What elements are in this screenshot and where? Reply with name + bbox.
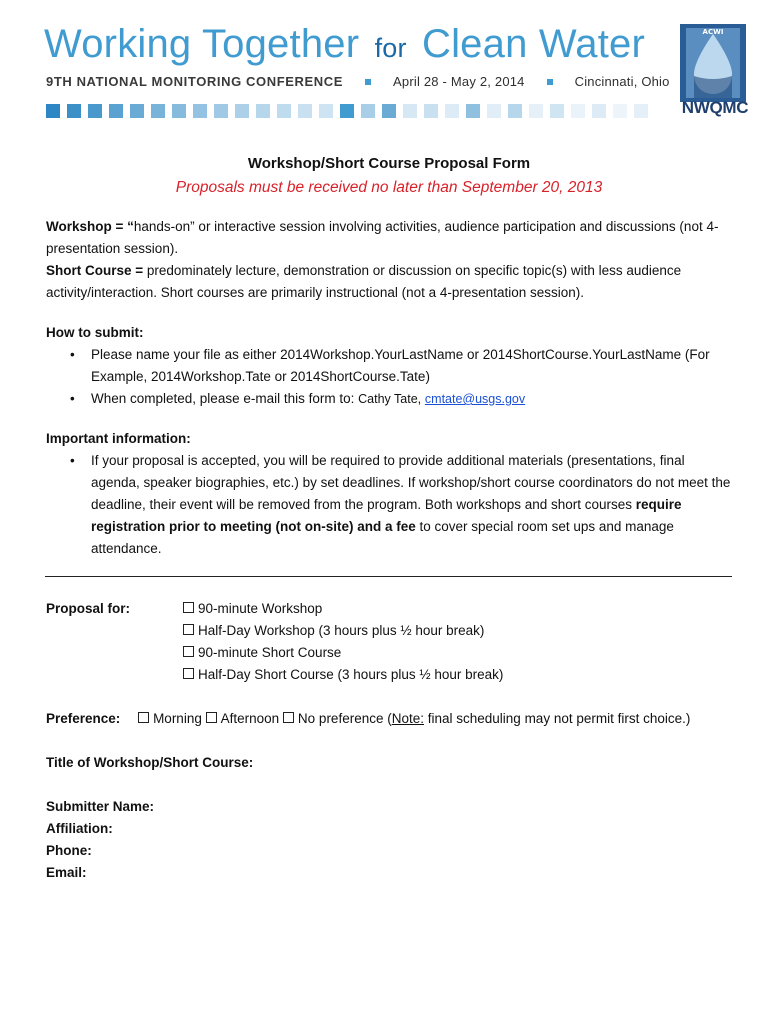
conference-banner [0, 0, 770, 130]
separator-square-icon [547, 79, 553, 85]
square-icon [214, 104, 228, 118]
workshop-term: Workshop = “ [46, 219, 134, 234]
proposal-row [46, 642, 736, 664]
short-course-term: Short Course = [46, 263, 144, 278]
note-text: final scheduling may not permit first choice.) [424, 711, 691, 726]
proposal-row [46, 598, 736, 620]
square-icon [340, 104, 354, 118]
short-course-def: predominately lecture, demonstration or discussion on specific topic(s) with less audience activity/interaction. Short courses are primarily instructional (not a 4-presentation session). [46, 263, 682, 300]
square-icon [235, 104, 249, 118]
banner-title-for: for [374, 33, 407, 63]
square-icon [46, 104, 60, 118]
option-no-preference[interactable]: No preference ( [283, 711, 392, 726]
square-icon [88, 104, 102, 118]
list-item: • If your proposal is accepted, you will be required to provide additional materials (presentations, final agenda, speaker biographies, etc.) by set deadlines. If workshop/short course coordinators do not meet the deadline, their event will be removed from the program. Both workshops and short courses require registration prior to meeting (not on-site) and a fee to cover special room set ups and manage attendance. [46, 450, 732, 560]
option-morning[interactable]: Morning [138, 711, 202, 726]
square-icon [256, 104, 270, 118]
square-icon [319, 104, 333, 118]
square-icon [466, 104, 480, 118]
preference-label: Preference: [46, 711, 121, 726]
separator-square-icon [365, 79, 371, 85]
list-item: • When completed, please e-mail this form to: Cathy Tate, cmtate@usgs.gov [46, 388, 732, 410]
conference-dates: April 28 - May 2, 2014 [393, 74, 525, 89]
square-icon [109, 104, 123, 118]
contact-email-link[interactable]: cmtate@usgs.gov [424, 392, 526, 406]
square-icon [592, 104, 606, 118]
how-to-submit-heading: How to submit: [46, 325, 144, 340]
checkbox-icon[interactable] [183, 668, 194, 679]
option-afternoon[interactable]: Afternoon [206, 711, 280, 726]
banner-title [44, 20, 645, 72]
svg-text:ACWI: ACWI [702, 28, 724, 36]
affiliation-label: Affiliation: [46, 821, 113, 836]
checkbox-icon[interactable] [183, 624, 194, 635]
submitter-name-label: Submitter Name: [46, 799, 155, 814]
square-icon [508, 104, 522, 118]
conference-name: 9TH NATIONAL MONITORING CONFERENCE [46, 74, 344, 89]
option-90-minute-workshop[interactable]: 90-minute Workshop [183, 598, 322, 620]
square-icon [613, 104, 627, 118]
checkbox-icon[interactable] [183, 602, 194, 613]
square-icon [529, 104, 543, 118]
title-field-label: Title of Workshop/Short Course: [46, 755, 254, 770]
contact-name: Cathy Tate, [358, 392, 422, 406]
bullet-icon: • [70, 453, 75, 468]
form-fields [46, 598, 736, 880]
banner-title-part2: Clean Water [422, 22, 646, 66]
checkbox-icon[interactable] [206, 712, 217, 723]
square-icon [424, 104, 438, 118]
proposal-row [46, 664, 736, 686]
important-list [46, 450, 732, 560]
banner-title-part1: Working Together [44, 22, 360, 66]
proposal-row [46, 620, 736, 642]
phone-label: Phone: [46, 843, 92, 858]
divider [45, 576, 732, 577]
workshop-definition [46, 216, 732, 260]
bullet-icon: • [70, 391, 75, 406]
deadline-notice: Proposals must be received no later than September 20, 2013 [175, 179, 603, 196]
proposal-label: Proposal for: [46, 601, 131, 616]
square-icon [634, 104, 648, 118]
email-label: Email: [46, 865, 87, 880]
square-icon [277, 104, 291, 118]
submit-list [46, 344, 732, 410]
square-icon [487, 104, 501, 118]
square-icon [151, 104, 165, 118]
preference-row [46, 708, 690, 730]
checkbox-icon[interactable] [283, 712, 294, 723]
square-icon [550, 104, 564, 118]
square-icon [445, 104, 459, 118]
square-icon [130, 104, 144, 118]
option-90-minute-short-course[interactable]: 90-minute Short Course [183, 642, 341, 664]
square-icon [298, 104, 312, 118]
square-icon [172, 104, 186, 118]
option-half-day-workshop[interactable]: Half-Day Workshop (3 hours plus ½ hour break) [183, 620, 484, 642]
short-course-definition [46, 260, 732, 304]
important-info-heading: Important information: [46, 431, 191, 446]
note-label: Note: [391, 711, 424, 726]
square-icon [571, 104, 585, 118]
square-icon [193, 104, 207, 118]
option-half-day-short-course[interactable]: Half-Day Short Course (3 hours plus ½ hour break) [183, 664, 503, 686]
form-content [46, 152, 732, 560]
list-item: • Please name your file as either 2014Workshop.YourLastName or 2014ShortCourse.YourLastName (For Example, 2014Workshop.Tate or 2014ShortCourse.Tate) [46, 344, 732, 388]
form-title: Workshop/Short Course Proposal Form [247, 155, 531, 172]
square-icon [361, 104, 375, 118]
banner-subtitle [46, 74, 670, 89]
square-icon [382, 104, 396, 118]
checkbox-icon[interactable] [183, 646, 194, 657]
conference-location: Cincinnati, Ohio [574, 74, 670, 89]
square-icon [403, 104, 417, 118]
square-icon [67, 104, 81, 118]
checkbox-icon[interactable] [138, 712, 149, 723]
workshop-def: hands-on” or interactive session involving activities, audience participation and discussions (not 4-presentation session). [46, 219, 719, 256]
bullet-icon: • [70, 347, 75, 362]
logo-text: NWQMC [681, 98, 749, 117]
